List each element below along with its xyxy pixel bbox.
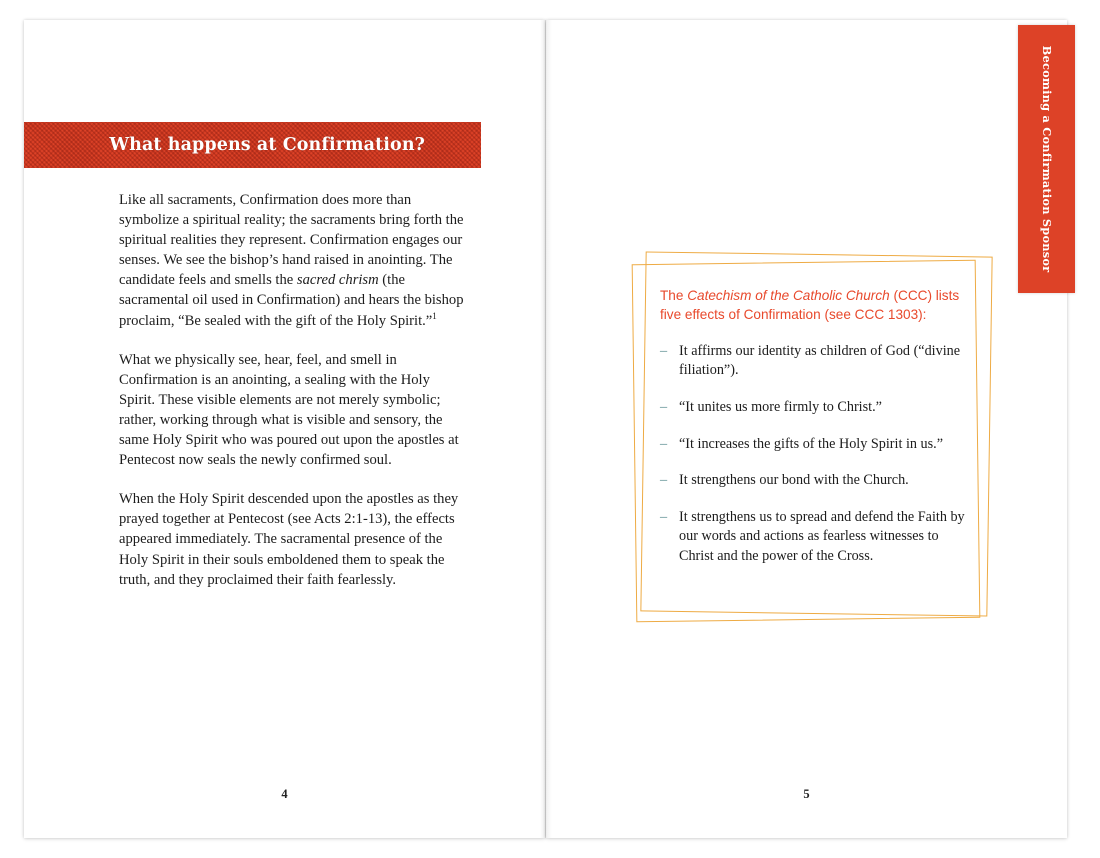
section-header-band [24, 122, 481, 168]
callout-heading-text-b: (CCC) lists five effects of Confirmation (see CCC 1303): [660, 288, 960, 323]
list-item-label: It affirms our identity as children of God (“divine filiation”). [679, 342, 961, 379]
paragraph-3: When the Holy Spirit descended upon the apostles as they prayed together at Pentecost (see Acts 2:1-13), the effects appeared immediately. The sacramental presence of the Holy Spirit in their souls emboldened them to speak the truth, and they proclaimed their faith fearlessly. [119, 491, 459, 588]
callout-heading [660, 286, 968, 325]
list-item-label: It strengthens us to spread and defend the Faith by our words and actions as fearless witnesses to Christ and the power of the Cross. [679, 508, 965, 564]
paragraph-1-italic-term: sacred chrism [296, 272, 379, 289]
bullet-dash-icon: – [660, 399, 668, 415]
effects-list [660, 342, 968, 567]
paragraph-2: What we physically see, hear, feel, and smell in Confirmation is an anointing, a sealing with the Holy Spirit. These visible elements are not merely symbolic; rather, working through what is visible and sensory, the same Holy Spirit who was poured out upon the apostles at Pentecost now seals the newly confirmed soul. [119, 351, 459, 469]
bullet-dash-icon: – [660, 435, 668, 452]
paragraph-1-text-a: Like all sacraments, Confirmation does more than symbolize a spiritual reality; the sacraments bring forth the spiritual realities they represent. Confirmation engages our senses. We see the bishop’s hand raised in anointing. The candidate feels and smells the [119, 192, 464, 289]
paragraph-1 [119, 190, 469, 331]
footnote-marker: 1 [432, 310, 437, 321]
body-copy [119, 190, 469, 590]
callout-heading-italic-title: Catechism of the Catholic Church [687, 288, 890, 303]
paragraph-1-text-b: (the sacramental oil used in Confirmation) and hears the bishop proclaim, “Be sealed with the gift of the Holy Spirit.” [119, 272, 464, 329]
list-item-label: It strengthens our bond with the Church. [679, 472, 909, 489]
folio-left: 4 [281, 787, 288, 801]
callout-content [660, 286, 968, 567]
list-item [660, 508, 968, 567]
list-item-label: “It increases the gifts of the Holy Spirit in us.” [679, 435, 943, 452]
page-title: What happens at Confirmation? [109, 135, 425, 155]
list-item [660, 398, 968, 418]
list-item [660, 342, 968, 381]
chapter-side-tab [1018, 25, 1075, 293]
page-left [24, 20, 545, 838]
callout-box [632, 248, 992, 626]
list-item-label: “It unites us more firmly to Christ.” [679, 399, 882, 415]
list-item [660, 435, 968, 455]
list-item [660, 471, 968, 491]
folio-right: 5 [803, 787, 810, 801]
page-right [546, 20, 1067, 838]
callout-heading-text-a: The [660, 288, 688, 303]
bullet-dash-icon: – [660, 342, 668, 359]
bullet-dash-icon: – [660, 472, 668, 489]
chapter-side-tab-label: Becoming a Confirmation Sponsor [1039, 45, 1054, 273]
bullet-dash-icon: – [660, 508, 668, 525]
